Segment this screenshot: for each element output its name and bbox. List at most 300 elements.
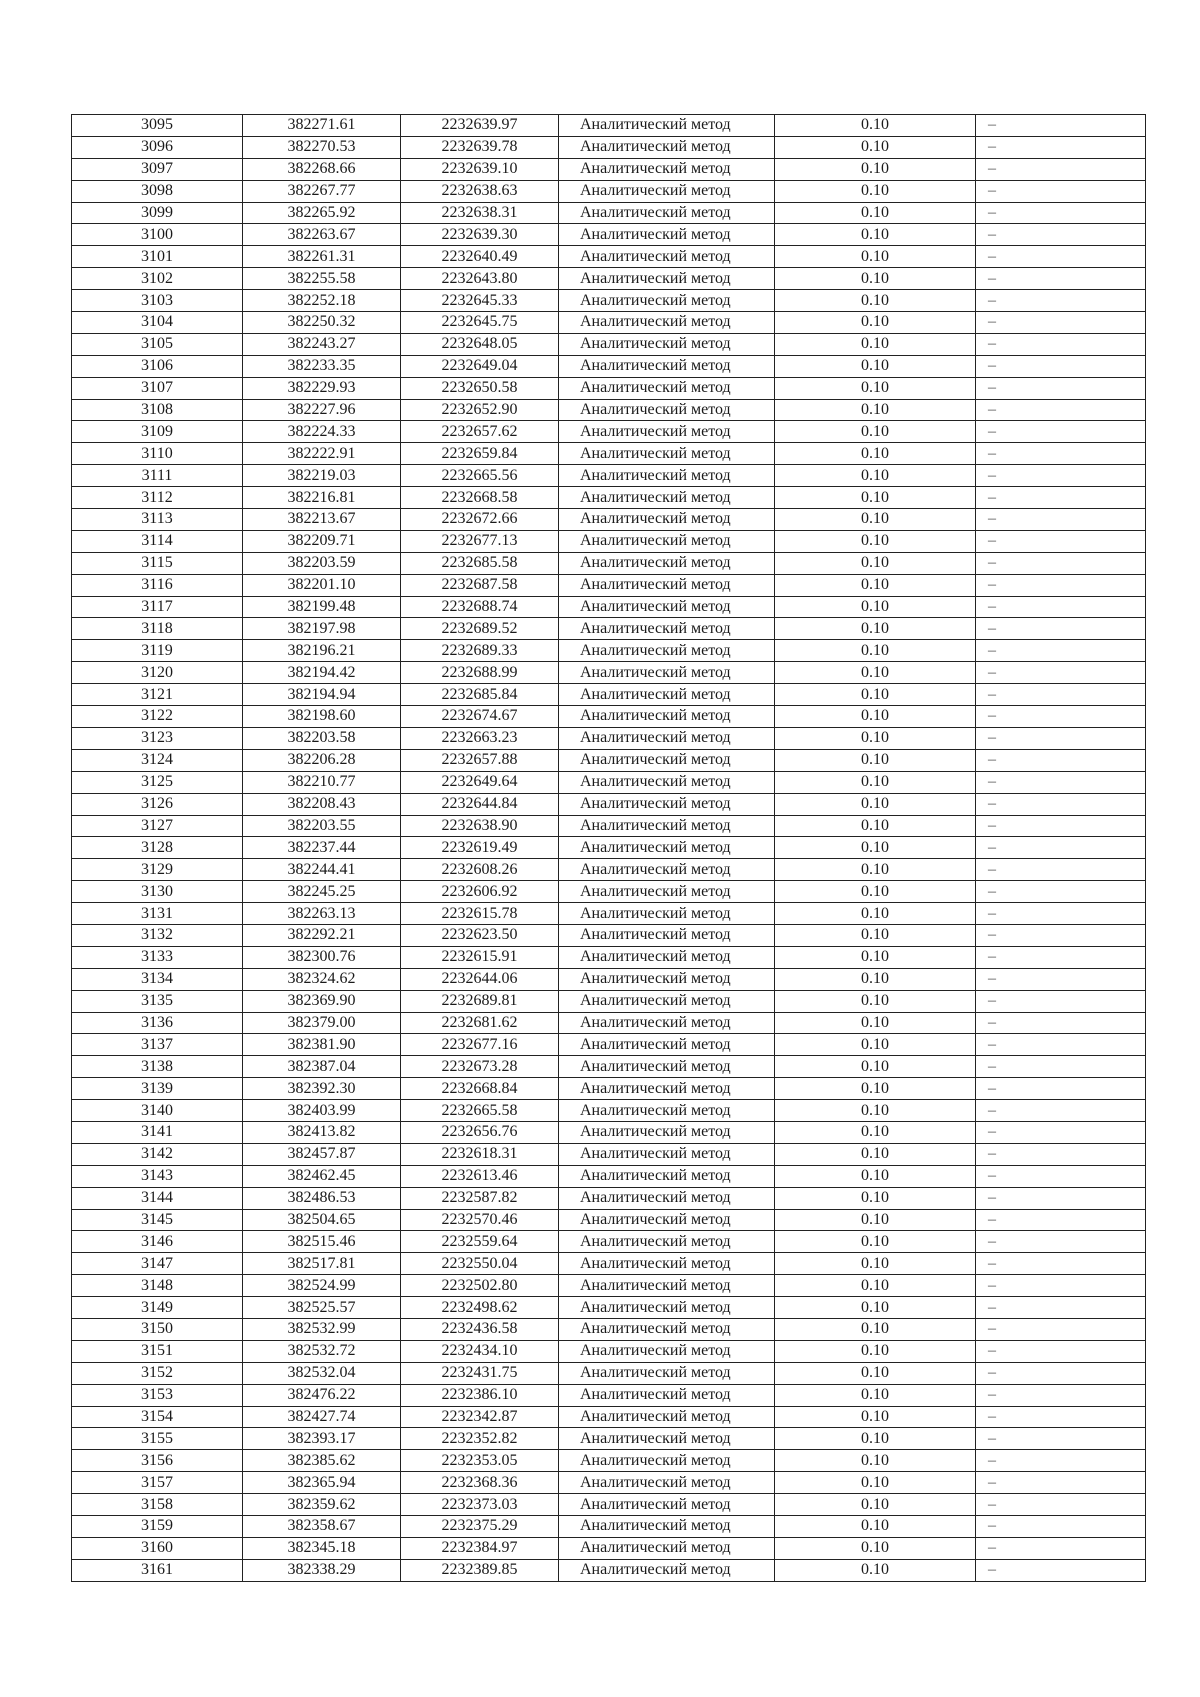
table-row [72, 815, 1146, 837]
point-number-cell: 3122 [72, 706, 243, 728]
method-cell: Аналитический метод [559, 684, 775, 706]
x-coordinate-cell: 382462.45 [243, 1165, 401, 1187]
table-row [72, 1187, 1146, 1209]
note-cell: – [976, 990, 1146, 1012]
accuracy-cell: 0.10 [775, 924, 976, 946]
x-coordinate-cell: 382532.99 [243, 1318, 401, 1340]
point-number-cell: 3134 [72, 968, 243, 990]
method-cell: Аналитический метод [559, 290, 775, 312]
x-coordinate-cell: 382208.43 [243, 793, 401, 815]
y-coordinate-cell: 2232431.75 [401, 1362, 559, 1384]
table-row [72, 136, 1146, 158]
method-cell: Аналитический метод [559, 815, 775, 837]
method-cell: Аналитический метод [559, 662, 775, 684]
table-row [72, 1362, 1146, 1384]
y-coordinate-cell: 2232615.91 [401, 946, 559, 968]
accuracy-cell: 0.10 [775, 771, 976, 793]
y-coordinate-cell: 2232570.46 [401, 1209, 559, 1231]
method-cell: Аналитический метод [559, 1275, 775, 1297]
x-coordinate-cell: 382300.76 [243, 946, 401, 968]
method-cell: Аналитический метод [559, 268, 775, 290]
table-row [72, 793, 1146, 815]
method-cell: Аналитический метод [559, 706, 775, 728]
point-number-cell: 3101 [72, 246, 243, 268]
accuracy-cell: 0.10 [775, 1231, 976, 1253]
point-number-cell: 3099 [72, 202, 243, 224]
accuracy-cell: 0.10 [775, 793, 976, 815]
note-cell: – [976, 552, 1146, 574]
note-cell: – [976, 1034, 1146, 1056]
table-row [72, 1537, 1146, 1559]
y-coordinate-cell: 2232615.78 [401, 903, 559, 925]
point-number-cell: 3133 [72, 946, 243, 968]
note-cell: – [976, 1056, 1146, 1078]
method-cell: Аналитический метод [559, 596, 775, 618]
x-coordinate-cell: 382532.04 [243, 1362, 401, 1384]
y-coordinate-cell: 2232656.76 [401, 1121, 559, 1143]
accuracy-cell: 0.10 [775, 399, 976, 421]
accuracy-cell: 0.10 [775, 1187, 976, 1209]
x-coordinate-cell: 382229.93 [243, 377, 401, 399]
point-number-cell: 3109 [72, 421, 243, 443]
accuracy-cell: 0.10 [775, 1450, 976, 1472]
table-row [72, 968, 1146, 990]
point-number-cell: 3110 [72, 443, 243, 465]
accuracy-cell: 0.10 [775, 333, 976, 355]
accuracy-cell: 0.10 [775, 859, 976, 881]
x-coordinate-cell: 382524.99 [243, 1275, 401, 1297]
y-coordinate-cell: 2232689.81 [401, 990, 559, 1012]
point-number-cell: 3137 [72, 1034, 243, 1056]
y-coordinate-cell: 2232498.62 [401, 1297, 559, 1319]
note-cell: – [976, 662, 1146, 684]
y-coordinate-cell: 2232645.75 [401, 312, 559, 334]
table-row [72, 1078, 1146, 1100]
x-coordinate-cell: 382381.90 [243, 1034, 401, 1056]
accuracy-cell: 0.10 [775, 290, 976, 312]
y-coordinate-cell: 2232559.64 [401, 1231, 559, 1253]
table-row [72, 1121, 1146, 1143]
accuracy-cell: 0.10 [775, 662, 976, 684]
note-cell: – [976, 1428, 1146, 1450]
point-number-cell: 3159 [72, 1516, 243, 1538]
x-coordinate-cell: 382227.96 [243, 399, 401, 421]
point-number-cell: 3138 [72, 1056, 243, 1078]
x-coordinate-cell: 382222.91 [243, 443, 401, 465]
accuracy-cell: 0.10 [775, 1537, 976, 1559]
accuracy-cell: 0.10 [775, 465, 976, 487]
x-coordinate-cell: 382338.29 [243, 1559, 401, 1581]
method-cell: Аналитический метод [559, 1340, 775, 1362]
table-row [72, 202, 1146, 224]
table-row [72, 1012, 1146, 1034]
y-coordinate-cell: 2232689.33 [401, 640, 559, 662]
table-row [72, 1209, 1146, 1231]
point-number-cell: 3120 [72, 662, 243, 684]
point-number-cell: 3147 [72, 1253, 243, 1275]
method-cell: Аналитический метод [559, 1231, 775, 1253]
y-coordinate-cell: 2232639.97 [401, 115, 559, 137]
table-row [72, 1494, 1146, 1516]
table-row [72, 377, 1146, 399]
table-row [72, 1516, 1146, 1538]
y-coordinate-cell: 2232502.80 [401, 1275, 559, 1297]
table-row [72, 596, 1146, 618]
note-cell: – [976, 465, 1146, 487]
method-cell: Аналитический метод [559, 727, 775, 749]
y-coordinate-cell: 2232352.82 [401, 1428, 559, 1450]
method-cell: Аналитический метод [559, 246, 775, 268]
y-coordinate-cell: 2232608.26 [401, 859, 559, 881]
method-cell: Аналитический метод [559, 990, 775, 1012]
note-cell: – [976, 1209, 1146, 1231]
accuracy-cell: 0.10 [775, 1078, 976, 1100]
table-row [72, 1450, 1146, 1472]
accuracy-cell: 0.10 [775, 224, 976, 246]
point-number-cell: 3126 [72, 793, 243, 815]
y-coordinate-cell: 2232668.58 [401, 487, 559, 509]
x-coordinate-cell: 382213.67 [243, 509, 401, 531]
y-coordinate-cell: 2232639.78 [401, 136, 559, 158]
y-coordinate-cell: 2232644.06 [401, 968, 559, 990]
x-coordinate-cell: 382525.57 [243, 1297, 401, 1319]
point-number-cell: 3107 [72, 377, 243, 399]
note-cell: – [976, 749, 1146, 771]
point-number-cell: 3112 [72, 487, 243, 509]
y-coordinate-cell: 2232386.10 [401, 1384, 559, 1406]
x-coordinate-cell: 382265.92 [243, 202, 401, 224]
accuracy-cell: 0.10 [775, 596, 976, 618]
accuracy-cell: 0.10 [775, 1494, 976, 1516]
y-coordinate-cell: 2232353.05 [401, 1450, 559, 1472]
accuracy-cell: 0.10 [775, 1362, 976, 1384]
table-row [72, 1275, 1146, 1297]
table-row [72, 1406, 1146, 1428]
note-cell: – [976, 1121, 1146, 1143]
point-number-cell: 3146 [72, 1231, 243, 1253]
method-cell: Аналитический метод [559, 530, 775, 552]
point-number-cell: 3119 [72, 640, 243, 662]
x-coordinate-cell: 382515.46 [243, 1231, 401, 1253]
note-cell: – [976, 1297, 1146, 1319]
note-cell: – [976, 771, 1146, 793]
y-coordinate-cell: 2232665.58 [401, 1100, 559, 1122]
note-cell: – [976, 1340, 1146, 1362]
x-coordinate-cell: 382203.58 [243, 727, 401, 749]
method-cell: Аналитический метод [559, 1450, 775, 1472]
x-coordinate-cell: 382219.03 [243, 465, 401, 487]
table-row [72, 749, 1146, 771]
x-coordinate-cell: 382393.17 [243, 1428, 401, 1450]
point-number-cell: 3155 [72, 1428, 243, 1450]
method-cell: Аналитический метод [559, 1516, 775, 1538]
coordinates-table-body [72, 115, 1146, 1582]
point-number-cell: 3114 [72, 530, 243, 552]
accuracy-cell: 0.10 [775, 136, 976, 158]
x-coordinate-cell: 382324.62 [243, 968, 401, 990]
x-coordinate-cell: 382250.32 [243, 312, 401, 334]
note-cell: – [976, 136, 1146, 158]
method-cell: Аналитический метод [559, 968, 775, 990]
y-coordinate-cell: 2232368.36 [401, 1472, 559, 1494]
table-row [72, 1165, 1146, 1187]
x-coordinate-cell: 382252.18 [243, 290, 401, 312]
note-cell: – [976, 640, 1146, 662]
point-number-cell: 3104 [72, 312, 243, 334]
table-row [72, 487, 1146, 509]
note-cell: – [976, 968, 1146, 990]
point-number-cell: 3123 [72, 727, 243, 749]
point-number-cell: 3096 [72, 136, 243, 158]
accuracy-cell: 0.10 [775, 158, 976, 180]
accuracy-cell: 0.10 [775, 1121, 976, 1143]
note-cell: – [976, 530, 1146, 552]
point-number-cell: 3095 [72, 115, 243, 137]
y-coordinate-cell: 2232687.58 [401, 574, 559, 596]
note-cell: – [976, 246, 1146, 268]
table-row [72, 355, 1146, 377]
accuracy-cell: 0.10 [775, 1056, 976, 1078]
y-coordinate-cell: 2232623.50 [401, 924, 559, 946]
table-row [72, 859, 1146, 881]
x-coordinate-cell: 382216.81 [243, 487, 401, 509]
table-row [72, 1428, 1146, 1450]
note-cell: – [976, 684, 1146, 706]
point-number-cell: 3131 [72, 903, 243, 925]
coordinates-table [71, 114, 1146, 1582]
note-cell: – [976, 224, 1146, 246]
method-cell: Аналитический метод [559, 574, 775, 596]
x-coordinate-cell: 382243.27 [243, 333, 401, 355]
x-coordinate-cell: 382194.94 [243, 684, 401, 706]
note-cell: – [976, 1100, 1146, 1122]
accuracy-cell: 0.10 [775, 1012, 976, 1034]
y-coordinate-cell: 2232677.13 [401, 530, 559, 552]
y-coordinate-cell: 2232649.04 [401, 355, 559, 377]
x-coordinate-cell: 382486.53 [243, 1187, 401, 1209]
accuracy-cell: 0.10 [775, 1143, 976, 1165]
note-cell: – [976, 333, 1146, 355]
note-cell: – [976, 443, 1146, 465]
x-coordinate-cell: 382517.81 [243, 1253, 401, 1275]
point-number-cell: 3116 [72, 574, 243, 596]
point-number-cell: 3115 [72, 552, 243, 574]
accuracy-cell: 0.10 [775, 552, 976, 574]
note-cell: – [976, 290, 1146, 312]
method-cell: Аналитический метод [559, 771, 775, 793]
table-row [72, 1472, 1146, 1494]
table-row [72, 333, 1146, 355]
method-cell: Аналитический метод [559, 312, 775, 334]
x-coordinate-cell: 382198.60 [243, 706, 401, 728]
accuracy-cell: 0.10 [775, 421, 976, 443]
y-coordinate-cell: 2232685.84 [401, 684, 559, 706]
accuracy-cell: 0.10 [775, 574, 976, 596]
table-row [72, 509, 1146, 531]
note-cell: – [976, 574, 1146, 596]
accuracy-cell: 0.10 [775, 1340, 976, 1362]
y-coordinate-cell: 2232649.64 [401, 771, 559, 793]
note-cell: – [976, 1165, 1146, 1187]
method-cell: Аналитический метод [559, 1165, 775, 1187]
accuracy-cell: 0.10 [775, 706, 976, 728]
method-cell: Аналитический метод [559, 903, 775, 925]
y-coordinate-cell: 2232681.62 [401, 1012, 559, 1034]
point-number-cell: 3141 [72, 1121, 243, 1143]
y-coordinate-cell: 2232657.88 [401, 749, 559, 771]
note-cell: – [976, 1253, 1146, 1275]
point-number-cell: 3121 [72, 684, 243, 706]
note-cell: – [976, 180, 1146, 202]
y-coordinate-cell: 2232644.84 [401, 793, 559, 815]
method-cell: Аналитический метод [559, 1100, 775, 1122]
y-coordinate-cell: 2232672.66 [401, 509, 559, 531]
method-cell: Аналитический метод [559, 1297, 775, 1319]
y-coordinate-cell: 2232434.10 [401, 1340, 559, 1362]
x-coordinate-cell: 382209.71 [243, 530, 401, 552]
y-coordinate-cell: 2232619.49 [401, 837, 559, 859]
note-cell: – [976, 946, 1146, 968]
y-coordinate-cell: 2232375.29 [401, 1516, 559, 1538]
accuracy-cell: 0.10 [775, 312, 976, 334]
y-coordinate-cell: 2232668.84 [401, 1078, 559, 1100]
accuracy-cell: 0.10 [775, 1275, 976, 1297]
note-cell: – [976, 1143, 1146, 1165]
method-cell: Аналитический метод [559, 1143, 775, 1165]
y-coordinate-cell: 2232550.04 [401, 1253, 559, 1275]
table-row [72, 771, 1146, 793]
note-cell: – [976, 1450, 1146, 1472]
note-cell: – [976, 837, 1146, 859]
y-coordinate-cell: 2232673.28 [401, 1056, 559, 1078]
table-row [72, 1559, 1146, 1581]
method-cell: Аналитический метод [559, 1472, 775, 1494]
method-cell: Аналитический метод [559, 1187, 775, 1209]
accuracy-cell: 0.10 [775, 1428, 976, 1450]
method-cell: Аналитический метод [559, 421, 775, 443]
note-cell: – [976, 202, 1146, 224]
accuracy-cell: 0.10 [775, 487, 976, 509]
y-coordinate-cell: 2232638.90 [401, 815, 559, 837]
table-row [72, 1034, 1146, 1056]
note-cell: – [976, 1494, 1146, 1516]
y-coordinate-cell: 2232643.80 [401, 268, 559, 290]
accuracy-cell: 0.10 [775, 202, 976, 224]
method-cell: Аналитический метод [559, 859, 775, 881]
point-number-cell: 3113 [72, 509, 243, 531]
x-coordinate-cell: 382379.00 [243, 1012, 401, 1034]
table-row [72, 246, 1146, 268]
table-row [72, 618, 1146, 640]
x-coordinate-cell: 382199.48 [243, 596, 401, 618]
note-cell: – [976, 1537, 1146, 1559]
table-row [72, 1100, 1146, 1122]
table-row [72, 706, 1146, 728]
x-coordinate-cell: 382387.04 [243, 1056, 401, 1078]
accuracy-cell: 0.10 [775, 946, 976, 968]
y-coordinate-cell: 2232689.52 [401, 618, 559, 640]
method-cell: Аналитический метод [559, 1384, 775, 1406]
x-coordinate-cell: 382413.82 [243, 1121, 401, 1143]
y-coordinate-cell: 2232606.92 [401, 881, 559, 903]
table-row [72, 1318, 1146, 1340]
method-cell: Аналитический метод [559, 618, 775, 640]
table-row [72, 224, 1146, 246]
y-coordinate-cell: 2232688.74 [401, 596, 559, 618]
x-coordinate-cell: 382359.62 [243, 1494, 401, 1516]
accuracy-cell: 0.10 [775, 180, 976, 202]
method-cell: Аналитический метод [559, 1537, 775, 1559]
note-cell: – [976, 487, 1146, 509]
point-number-cell: 3151 [72, 1340, 243, 1362]
method-cell: Аналитический метод [559, 1056, 775, 1078]
x-coordinate-cell: 382206.28 [243, 749, 401, 771]
method-cell: Аналитический метод [559, 1121, 775, 1143]
x-coordinate-cell: 382194.42 [243, 662, 401, 684]
y-coordinate-cell: 2232613.46 [401, 1165, 559, 1187]
x-coordinate-cell: 382197.98 [243, 618, 401, 640]
table-row [72, 881, 1146, 903]
x-coordinate-cell: 382504.65 [243, 1209, 401, 1231]
point-number-cell: 3125 [72, 771, 243, 793]
point-number-cell: 3156 [72, 1450, 243, 1472]
y-coordinate-cell: 2232677.16 [401, 1034, 559, 1056]
x-coordinate-cell: 382233.35 [243, 355, 401, 377]
note-cell: – [976, 903, 1146, 925]
x-coordinate-cell: 382268.66 [243, 158, 401, 180]
note-cell: – [976, 1384, 1146, 1406]
table-row [72, 903, 1146, 925]
note-cell: – [976, 1012, 1146, 1034]
accuracy-cell: 0.10 [775, 684, 976, 706]
point-number-cell: 3143 [72, 1165, 243, 1187]
x-coordinate-cell: 382203.55 [243, 815, 401, 837]
note-cell: – [976, 1318, 1146, 1340]
x-coordinate-cell: 382365.94 [243, 1472, 401, 1494]
note-cell: – [976, 618, 1146, 640]
accuracy-cell: 0.10 [775, 115, 976, 137]
point-number-cell: 3108 [72, 399, 243, 421]
point-number-cell: 3127 [72, 815, 243, 837]
note-cell: – [976, 1231, 1146, 1253]
table-row [72, 465, 1146, 487]
x-coordinate-cell: 382403.99 [243, 1100, 401, 1122]
x-coordinate-cell: 382369.90 [243, 990, 401, 1012]
method-cell: Аналитический метод [559, 115, 775, 137]
y-coordinate-cell: 2232389.85 [401, 1559, 559, 1581]
note-cell: – [976, 1187, 1146, 1209]
x-coordinate-cell: 382263.13 [243, 903, 401, 925]
y-coordinate-cell: 2232436.58 [401, 1318, 559, 1340]
table-row [72, 115, 1146, 137]
x-coordinate-cell: 382210.77 [243, 771, 401, 793]
point-number-cell: 3100 [72, 224, 243, 246]
point-number-cell: 3157 [72, 1472, 243, 1494]
accuracy-cell: 0.10 [775, 1209, 976, 1231]
accuracy-cell: 0.10 [775, 377, 976, 399]
method-cell: Аналитический метод [559, 1362, 775, 1384]
accuracy-cell: 0.10 [775, 618, 976, 640]
x-coordinate-cell: 382255.58 [243, 268, 401, 290]
accuracy-cell: 0.10 [775, 530, 976, 552]
method-cell: Аналитический метод [559, 793, 775, 815]
accuracy-cell: 0.10 [775, 1406, 976, 1428]
method-cell: Аналитический метод [559, 333, 775, 355]
method-cell: Аналитический метод [559, 552, 775, 574]
note-cell: – [976, 377, 1146, 399]
y-coordinate-cell: 2232640.49 [401, 246, 559, 268]
accuracy-cell: 0.10 [775, 1516, 976, 1538]
